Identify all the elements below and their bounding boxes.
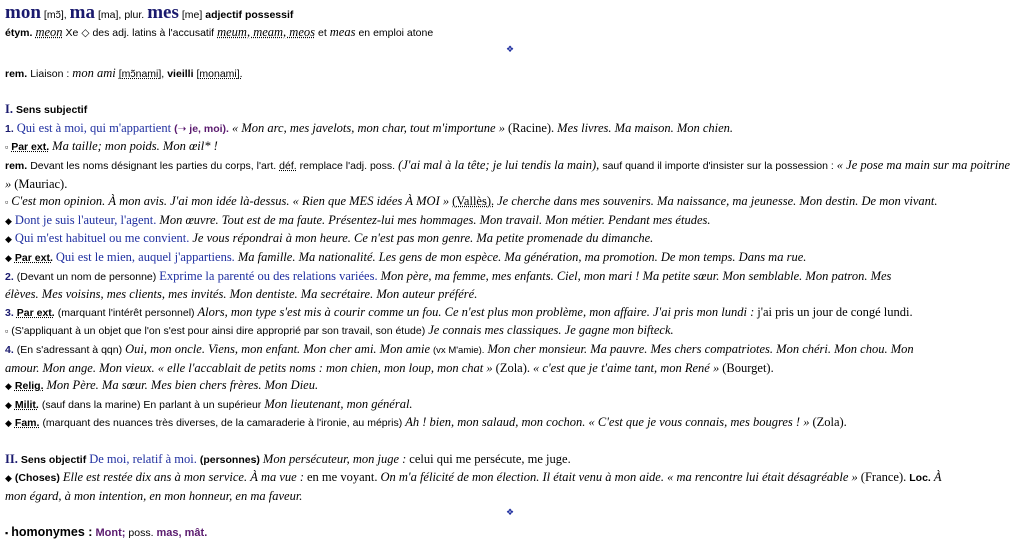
sense-definition: Dont je suis l'auteur, l'agent. [14,212,157,227]
rem-pron1: [mɔ̃nami], [118,67,165,80]
dictionary-entry [5,2,1015,542]
sense-number: 2. [5,270,14,283]
example-text: Mon lieutenant, mon général. [264,396,413,411]
example-text: Ma taille; mon poids. Mon œil* ! [52,139,218,154]
sense-4-cont [5,360,1015,378]
sense-context: (marquant des nuances très diverses, de la camaraderie à l'ironie, au mépris) [42,417,403,430]
etym-text: des adj. latins à l'accusatif [92,27,215,39]
example-text: Elle est restée dix ans à mon service. À ma vue : [62,470,304,485]
sense-definition: Qui est le mien, auquel j'appartiens. [55,249,235,264]
diamond-bullet-icon: ◆ [5,418,12,429]
sense-familiar [5,414,1015,433]
sense-definition: Exprime la parenté ou des relations variées. [159,268,378,283]
pron-ma: [ma], [97,9,122,21]
etym-meon[interactable]: meon [35,25,63,39]
rem-quote: « Je pose ma main sur ma poitrine » [5,157,1011,191]
remark-liaison [5,65,1015,84]
homonyms-line [5,524,1015,543]
sense-context: (S'appliquant à un objet que l'on s'est pour ainsi dire approprié par son travail, son étude) [11,325,426,338]
example-text-2: Mon cher monsieur. Ma pauvre. Mes chers compatriotes. Mon chéri. Mon chou. Mon [487,341,914,356]
sense-1-ext [5,138,1015,157]
rem-text-2: remplace l'adj. poss. [299,159,396,172]
sense-3-object [5,322,1015,341]
separator-icon: ❖ [505,43,515,54]
example-text: Oui, mon oncle. Viens, mon enfant. Mon cher ami. Mon amie [125,341,431,356]
etym-latin-forms[interactable]: meum, meam, meos [217,25,315,39]
example-text-3: amour. Mon ange. Mon vieux. « elle l'accablait de petits noms : mon chien, mon loup, mon chat » [5,360,493,375]
sense-definition: Qui est à moi, qui m'appartient [16,120,172,135]
quote-source: (Mauriac). [14,176,68,191]
diamond-bullet-icon: ◆ [5,252,12,263]
sense-belonging [5,249,1015,268]
sense-military [5,396,1015,415]
usage-label: Par ext. [14,251,53,264]
example-text: C'est mon opinion. À mon avis. J'ai mon idée là-dessus. « Rien que MES idées À MOI » [11,194,450,209]
section-number: I. [5,102,13,117]
usage-label: Fam. [14,417,40,430]
gloss-text: en me voyant. [307,470,378,485]
usage-label: Par ext. [16,306,55,319]
example-text-4: mon égard, à mon intention, en mon honneur, en ma faveur. [5,489,303,504]
example-text: Mon œuvre. Tout est de ma faute. Présentez-lui mes hommages. Mon travail. Mon métier. Pendant mes études. [159,212,711,227]
quote-source: (Zola). [812,415,847,430]
cross-reference-link[interactable]: (➝ je, moi). [174,122,229,135]
sense-number: 3. [5,306,14,319]
sense-1 [5,120,1015,139]
headword-ma: ma [69,2,95,23]
sense-2-cont [5,286,1015,304]
sense-3 [5,304,1015,323]
rem-text-3: sauf quand il importe d'insister sur la [602,159,773,172]
diamond-bullet-icon: ◆ [5,234,12,245]
headword-mes: mes [147,2,179,23]
rem-text: Liaison : [30,67,70,80]
sense-number: 4. [5,343,14,356]
example-text: Mon Père. Ma sœur. Mes bien chers frères. Mon Dieu. [46,378,319,393]
usage-label: Par ext. [11,141,50,154]
sense-definition: De moi, relatif à moi. [89,451,197,466]
example-text: Mon père, ma femme, mes enfants. Ciel, mon mari ! Ma petite sœur. Mon semblable. Mon patron. Mes [380,268,892,283]
sense-context: (En s'adressant à qqn) [16,343,123,356]
example-text: Mes livres. Ma maison. Mon chien. [557,120,734,135]
etym-label: étym. [5,27,33,39]
sense-context: (sauf dans la marine) En parlant à un supérieur [41,398,262,411]
etym-text-end: en emploi atone [358,27,434,39]
example-quote: « c'est que je t'aime tant, mon René » [533,360,720,375]
sense-context: (marquant l'intérêt personnel) [57,306,195,319]
example-text: Ah ! bien, mon salaud, mon cochon. « C'est que je vous connais, mes bougres ! » [405,415,810,430]
plural-label: plur. [124,9,145,21]
rem-label: rem. [5,159,28,172]
sense-things [5,469,1015,488]
sense-context: (Devant un nom de personne) [16,270,157,283]
pron-mes: [me] [181,9,203,21]
abbr-def: déf. [279,159,297,172]
diamond-bullet-icon: ◆ [5,473,12,484]
sense-habitual [5,230,1015,249]
rem-example: mon ami [72,65,116,80]
example-text: Mon persécuteur, mon juge : [262,451,407,466]
diamond-icon: ◇ [81,27,90,39]
example-text-2: Je cherche dans mes souvenirs. Ma naissance, ma jeunesse. Mon destin. De mon vivant. [497,194,938,209]
quote-source: (Vallès). [452,194,495,209]
pron-mon: [mɔ̃], [43,9,67,21]
sense-context: (personnes) [199,453,260,466]
loc-label: Loc. [909,472,931,485]
example-text-3: À [933,470,942,485]
usage-label: Milit. [14,398,39,411]
archaic-note: (vx M'amie). [433,344,485,356]
usage-label: Relig. [14,380,44,393]
rem-text-4: possession : [775,159,834,172]
sense-1-examples [5,193,1015,212]
poss-abbr: poss. [128,526,154,539]
sense-definition: Qui m'est habituel ou me convient. [14,231,190,246]
diamond-bullet-icon: ◆ [5,215,12,226]
rem-text: Devant les noms désignant les parties du corps, l'art. [30,159,277,172]
section-number: II. [5,451,18,466]
etymology-line [5,24,1015,43]
remark-body-parts [5,157,1015,193]
diamond-bullet-icon: ◆ [5,399,12,410]
sense-context: (Choses) [14,472,60,485]
sense-religious [5,377,1015,396]
gloss-text: j'ai pris un jour de congé lundi. [757,304,913,319]
etym-meas: meas [329,25,356,39]
square-bullet-icon: ▫ [5,142,9,153]
example-text: Je vous répondrai à mon heure. Ce n'est pas mon genre. Ma petite promenade du dimanche. [192,231,654,246]
homonym-link-mont[interactable]: Mont; [95,526,126,539]
sense-number: 1. [5,122,14,135]
example-text: Ma famille. Ma nationalité. Les gens de mon espèce. Ma génération, ma promotion. De mon temps. Dans ma rue. [237,249,807,264]
sense-2 [5,268,1015,287]
quote-source: (France). [860,470,907,485]
square-bullet-icon: ▫ [5,197,9,208]
example-text-2: On m'a félicité de mon élection. Il était venu à mon aide. « ma rencontre lui était désagréable » [380,470,858,485]
etym-and: et [318,27,327,39]
homonym-link-mas-mat[interactable]: mas, mât. [156,526,208,539]
separator-icon: ❖ [505,506,515,517]
example-text: Alors, mon type s'est mis à courir comme un fou. Ce n'est plus mon problème, mon affaire. J'ai pris mon lundi : [197,304,755,319]
rem-vieilli: vieilli [167,67,194,80]
square-bullet-icon: ▪ [5,527,9,538]
section-heading-2 [5,451,1015,470]
example-quote: « Mon arc, mes javelots, mon char, tout m'importune » [231,120,505,135]
example-text: Je connais mes classiques. Je gagne mon bifteck. [428,323,674,338]
gloss-text: celui qui me persécute, me juge. [409,451,571,466]
rem-example: (J'ai mal à la tête; je lui tendis la main), [398,157,600,172]
rem-label: rem. [5,67,28,80]
sense-4 [5,341,1015,360]
section-heading-1 [5,101,1015,120]
sense-author [5,212,1015,231]
rem-pron2: [monami]. [196,67,243,80]
grammatical-category: adjectif possessif [205,9,294,21]
headword-line [5,2,1015,24]
quote-source: (Zola). [495,360,531,375]
square-bullet-icon: ▫ [5,326,9,337]
sense-things-cont [5,488,1015,506]
homonyms-label: homonymes : [11,524,93,539]
section-title: Sens objectif [20,453,87,466]
section-title: Sens subjectif [16,104,88,117]
quote-source: (Racine). [508,120,555,135]
headword-mon: mon [5,2,41,23]
etym-century: Xe [65,27,79,39]
diamond-bullet-icon: ◆ [5,381,12,392]
example-text-2: élèves. Mes voisins, mes clients, mes invités. Mon dentiste. Ma secrétaire. Mon auteur préféré. [5,287,478,302]
quote-source-2: (Bourget). [722,360,774,375]
